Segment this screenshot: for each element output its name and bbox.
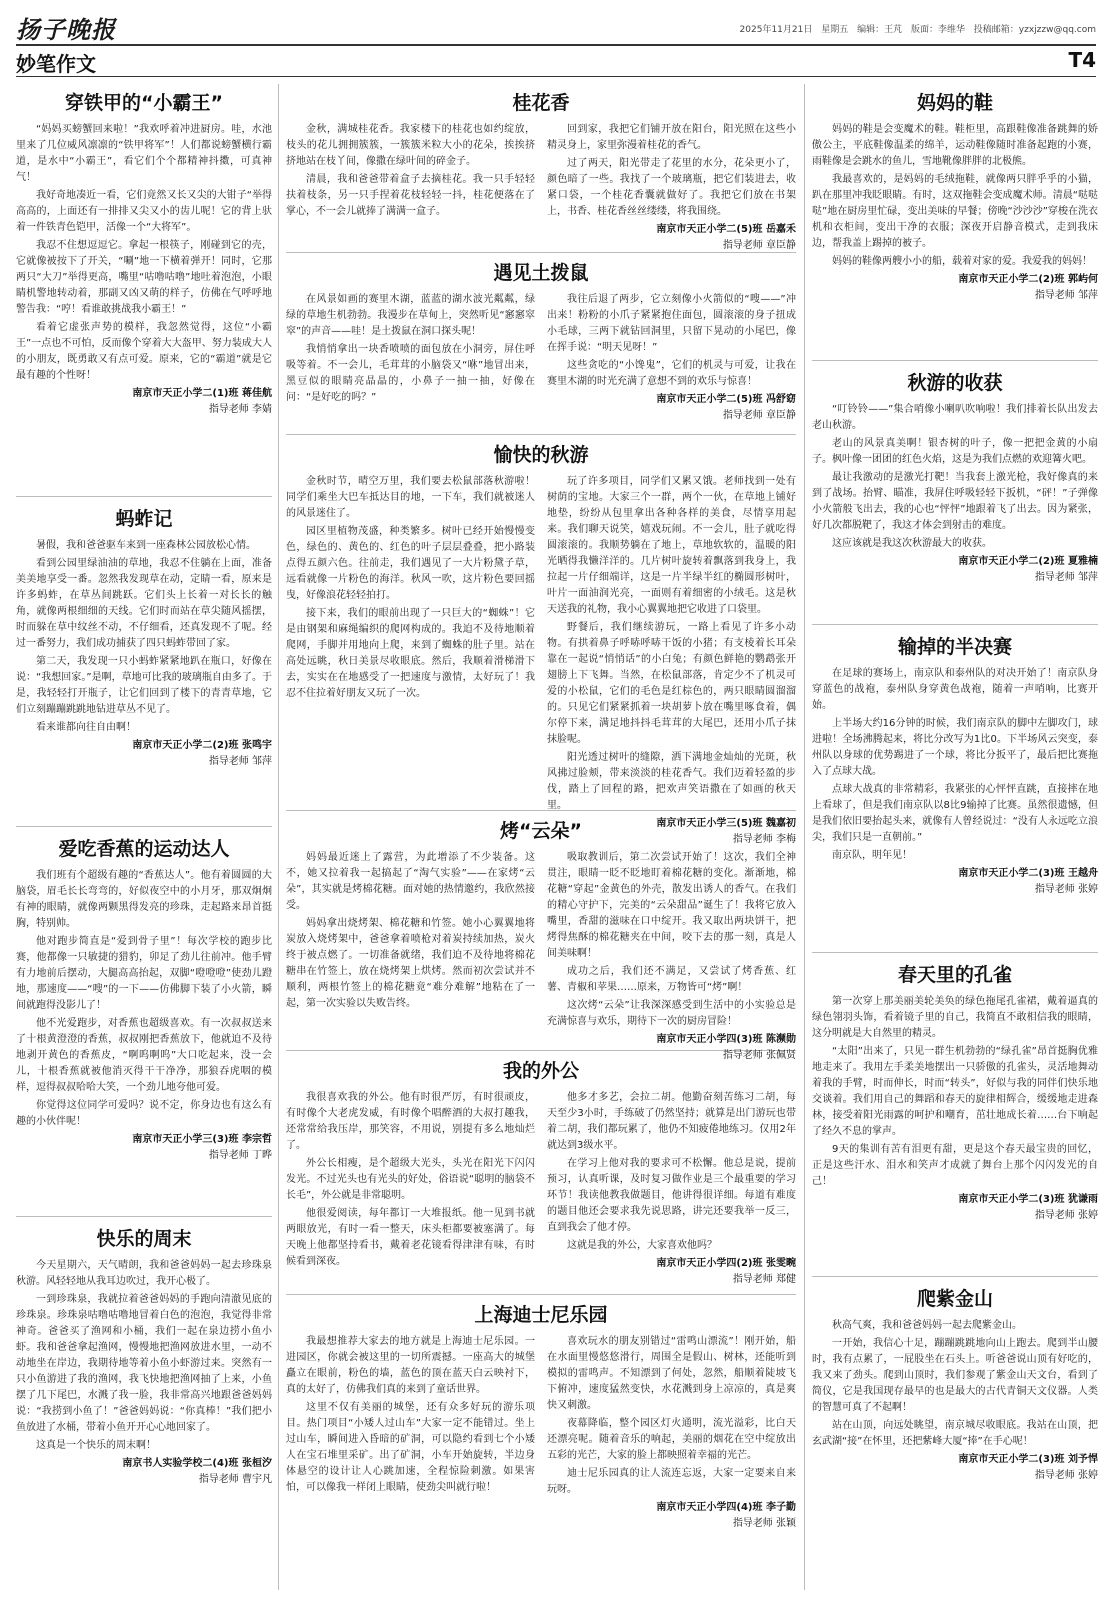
teacher-credit: 指导老师 张颖 bbox=[732, 1518, 796, 1529]
article-title: 春天里的孔雀 bbox=[897, 964, 1012, 986]
article-title: 爱吃香蕉的运动达人 bbox=[58, 838, 230, 860]
paragraph: 我往后退了两步，它立刻像小火箭似的“嗖——”冲出来！粉粉的小爪子紧紧抱住面包，圆滚滚的身子扭成小毛球，三两下就钻回洞里，只留下晃动的小尾巴，像在挥手说：“明天见呀！” bbox=[547, 294, 796, 353]
paragraph: 一到珍珠泉，我就拉着爸爸妈妈的手跑向清澈见底的珍珠泉。珍珠泉咕噜咕噜地冒着白色的泡泡，我觉得非常神奇。爸爸买了渔网和小桶，我们一起在泉边捞小鱼小虾。我和爸爸拿起渔网，慢慢地把渔网放进水里，一动不动地坐在岸边，我期待地等着小鱼小虾游过来。突然有一只小鱼游进了我的渔网，我飞快地把渔网抽了上来，小鱼摆了几下尾巴，水溅了我一脸，我非常高兴地跟爸爸妈妈说：“我捞到小鱼了！”爸爸妈妈说：“你真棒！”我们把小鱼放进了水桶，带着小鱼开开心心地回家了。 bbox=[16, 1294, 272, 1433]
paragraph: 你觉得这位同学可爱吗？说不定，你身边也有这么有趣的小伙伴呢！ bbox=[16, 1100, 272, 1127]
article bbox=[286, 442, 796, 848]
paragraph: 这里不仅有美丽的城堡，还有众多好玩的游乐项目。热门项目“小矮人过山车”大家一定不能错过。坐上过山车，瞬间进入昏暗的矿洞，可以隐约看到七个小矮人在宝石堆里采矿。出了矿洞，小车开始旋转，半边身体悬空的设计让人心跳加速，全程惊险刺激。如果害怕，可以像我一样闭上眼睛，使劲尖叫就行啦！ bbox=[286, 1402, 535, 1493]
author-signature: 南京市天正小学二(2)班 夏雅楠 bbox=[958, 556, 1098, 567]
author-signature: 南京市天正小学三(3)班 李宗哲 bbox=[132, 1134, 272, 1145]
paragraph: 妈妈的鞋像两艘小小的船，载着对家的爱。我爱我的妈妈！ bbox=[832, 256, 1092, 267]
paragraph: 看来谁都向往自由啊！ bbox=[36, 722, 136, 733]
paragraph: 他对跑步简直是“爱到骨子里”！每次学校的跑步比赛，他都像一只敏捷的猎豹，卯足了劲儿往前冲。他手臂有力地前后摆动，大腿高高抬起，双脚“噔噔噔”使劲儿蹬地，那速度——“嗖”的一下——仿佛脚下装了小火箭，瞬间就跑得没影儿了！ bbox=[16, 936, 272, 1011]
paragraph: 夜幕降临，整个园区灯火通明，流光溢彩，比白天还漂亮呢。随着音乐的响起，美丽的烟花在空中绽放出五彩的光芒，大家的脸上都映照着幸福的光芒。 bbox=[547, 1418, 796, 1461]
teacher-credit: 指导老师 章臣静 bbox=[722, 240, 796, 251]
paragraph: 金秋时节，晴空万里，我们要去松鼠部落秋游啦！同学们乘坐大巴车抵达目的地，一下车，我们就被迷人的风景迷住了。 bbox=[286, 476, 535, 519]
paragraph: 这应该就是我这次秋游最大的收获。 bbox=[832, 538, 992, 549]
paragraph: 妈妈拿出烧烤架、棉花糖和竹签。她小心翼翼地将炭放入烧烤架中，爸爸拿着喷枪对着炭持续加热，炭火终于被点燃了。一切准备就绪，我们迫不及待地将棉花糖串在竹签上，放在烧烤架上烘烤。然而初次尝试并不顺利，两根竹签上的棉花糖竟“难分难解”地粘在了一起，第一次实验以失败告终。 bbox=[286, 918, 535, 1009]
paragraph: 今天星期六，天气晴朗，我和爸爸妈妈一起去珍珠泉秋游。风轻轻地从我耳边吹过，我开心极了。 bbox=[16, 1260, 272, 1287]
paragraph: 他不光爱跑步，对香蕉也超级喜欢。有一次叔叔送来了十根黄澄澄的香蕉，叔叔刚把香蕉放下，他就迫不及待地剥开黄色的香蕉皮，“啊呜啊呜”大口吃起来，没一会儿，十根香蕉就被他消灭得干干净净，那狼吞虎咽的模样，逗得叔叔哈哈大笑，一个劲儿地夸他可爱。 bbox=[16, 1018, 272, 1093]
article bbox=[16, 1226, 272, 1488]
teacher-credit: 指导老师 张婷 bbox=[1034, 884, 1098, 895]
article bbox=[812, 370, 1098, 586]
article bbox=[16, 90, 272, 418]
article-title: 烤“云朵” bbox=[500, 820, 582, 842]
paragraph: 看到公园里绿油油的草地，我忍不住躺在上面，准备美美地享受一番。忽然我发现草在动，定睛一看，原来是许多蚂蚱，在草丛间跳跃。它们头上长着一对长长的触角，就像两根细细的天线。它们时而站在草尖随风摇摆，时而躲在草中纹丝不动，不仔细看，还真发现不了呢。经过一番努力，我们成功捕获了四只蚂蚱带回了家。 bbox=[16, 558, 272, 649]
paragraph: 最让我激动的是激光打靶！当我套上激光枪，我好像真的来到了战场。抬臂、瞄准，我屏住呼吸轻轻下扳机，“砰！”子弹像小火箭般飞出去，我的心也“怦怦”地跟着飞了出去。因为紧张，好几次都脱靶了，我这才体会到射击的难度。 bbox=[812, 472, 1098, 531]
author-signature: 南京市天正小学四(3)班 陈濒勋 bbox=[656, 1034, 796, 1045]
article-title: 快乐的周末 bbox=[96, 1228, 192, 1250]
paragraph: 园区里植物茂盛，种类繁多。树叶已经开始慢慢变色，绿色的、黄色的、红色的叶子层层叠叠，把小路装点得五颜六色。往前走，我们遇见了一大片粉黛子草，远看就像一片粉色的海洋。秋风一吹，这片粉色要回摇曳，好像浪花轻轻拍打。 bbox=[286, 526, 535, 601]
teacher-credit: 指导老师 李婧 bbox=[208, 404, 272, 415]
paragraph: 在足球的赛场上，南京队和泰州队的对决开始了！南京队身穿蓝色的战袍，泰州队身穿黄色战袍，随着一声哨响，比赛开始。 bbox=[812, 668, 1098, 711]
paragraph: 第一次穿上那美丽美轮美奂的绿色拖尾孔雀裙，戴着逼真的绿色翎羽头饰，看着镜子里的自己，我简直不敢相信我的眼睛，这分明就是大自然里的精灵。 bbox=[812, 996, 1098, 1039]
paragraph: 老山的风景真美啊！银杏树的叶子，像一把把金黄的小扇子。枫叶像一团团的红色火焰，这是为我们点燃的欢迎篝火吧。 bbox=[812, 438, 1098, 465]
column-divider bbox=[804, 84, 805, 1590]
issue-meta: 2025年11月21日 星期五 编辑：王芃 版面：李维华 投稿邮箱：yzxjzzw@qq.com bbox=[739, 25, 1096, 35]
article bbox=[286, 90, 796, 254]
author-signature: 南京市天正小学二(2)班 张鸣宇 bbox=[132, 740, 272, 751]
paragraph: 野餐后，我们继续游玩，一路上看见了许多小动物。有拱着鼻子呼哧呼哧干饭的小猪；有支棱着长耳朵靠在一起说“悄悄话”的小白兔；有颜色鲜艳的鹦鹉张开翅膀上下飞舞。当然，在松鼠部落，肯定少不了机灵可爱的小松鼠，它们的毛色是红棕色的，两只眼睛圆溜溜的。只见它们紧紧抓着一块胡萝卜放在嘴里啄食着，偶尔停下来，满足地抖抖毛茸茸的大尾巴，还用小爪子抹抹脸呢。 bbox=[547, 622, 796, 745]
article bbox=[812, 962, 1098, 1224]
teacher-credit: 指导老师 邹萍 bbox=[1034, 290, 1098, 301]
section-divider bbox=[16, 496, 272, 497]
paragraph: 站在山顶，向远处眺望，南京城尽收眼底。我站在山顶，把玄武湖“接”在怀里，还把紫峰大厦“捧”在手心呢！ bbox=[812, 1420, 1098, 1447]
paragraph: 成功之后，我们还不满足，又尝试了烤香蕉、红薯、青椒和苹果……原来，万物皆可“烤”啊！ bbox=[547, 966, 796, 993]
paragraph: 外公长相瘦，是个超级大光头，头光在阳光下闪闪发光。不过光头也有光头的好处，俗语说“聪明的脑袋不长毛”，外公就是非常聪明。 bbox=[286, 1158, 535, 1201]
article bbox=[812, 634, 1098, 898]
paragraph: 南京队，明年见！ bbox=[832, 850, 912, 861]
paragraph: 他很爱阅读，每年都订一大堆报纸。他一见到书就两眼放光，有时一看一整天，床头柜都要被塞满了。每天晚上他都坚持看书，戴着老花镜看得津津有味，有时候看到深夜。 bbox=[286, 1208, 535, 1267]
paragraph: “太阳”出来了，只见一群生机勃勃的“绿孔雀”昂首挺胸优雅地走来了。我用左手柔美地摆出一只骄傲的孔雀头，灵活地舞动着我的手臂，时而伸长，时而“转头”，好似与我的同伴们快乐地交谈着。我们用自己的舞蹈和春天的旋律相辉合，缓缓地走进森林，接受着阳光雨露的呵护和嘲育，茁壮地成长着……台下响起了经久不息的掌声。 bbox=[812, 1046, 1098, 1137]
teacher-credit: 指导老师 张佩贤 bbox=[722, 1050, 796, 1061]
paragraph: 阳光透过树叶的缝隙，洒下满地金灿灿的光斑，秋风拂过脸颊，带来淡淡的桂花香气。我们迈着轻盈的步伐，踏上了回程的路，把欢声笑语撒在了如画的秋天里。 bbox=[547, 752, 796, 811]
author-signature: 南京市天正小学二(5)班 冯舒窈 bbox=[656, 394, 796, 405]
article bbox=[16, 836, 272, 1164]
paragraph: 看着它虚张声势的模样，我忽然觉得，这位“小霸王”一点也不可怕，反而像个穿着大大盔甲、努力装成大人的小朋友，既勇敢又有点可爱。原来，它的“霸道”就是它最有趣的个性呀！ bbox=[16, 322, 272, 381]
paragraph: 我们班有个超级有趣的“香蕉达人”。他有着圆圆的大脑袋，眉毛长长弯弯的，好似夜空中的小月牙，那双炯炯有神的眼睛，就像两颗黑得发亮的珍珠，走起路来昂首挺胸，特别帅。 bbox=[16, 870, 272, 929]
paragraph: 我悄悄拿出一块香喷喷的面包放在小洞旁，屏住呼吸等着。不一会儿，毛茸茸的小脑袋又“咻”地冒出来，黑豆似的眼睛亮晶晶的，小鼻子一抽一抽，好像在问：“是好吃的吗？” bbox=[286, 344, 535, 403]
masthead bbox=[16, 10, 1096, 44]
paragraph: 迪士尼乐园真的让人流连忘返，大家一定要来自来玩呀。 bbox=[547, 1468, 796, 1495]
article-title: 遇见土拨鼠 bbox=[493, 262, 589, 284]
author-signature: 南京市天正小学二(1)班 蒋佳航 bbox=[132, 388, 272, 399]
section-divider bbox=[812, 952, 1098, 953]
section-divider bbox=[812, 360, 1098, 361]
paragraph: 金秋，满城桂花香。我家楼下的桂花也如约绽放，枝头的花儿拥拥簇簇，一簇簇米粒大小的花朵，挨挨挤挤地站在枝丫间，像撒在绿叶间的碎金子。 bbox=[286, 124, 535, 167]
author-signature: 南京市天正小学二(2)班 郭屿何 bbox=[958, 274, 1098, 285]
paragraph: 接下来，我们的眼前出现了一只巨大的“蜘蛛”！它是由钢架和麻绳编织的爬网构成的。我迫不及待地顺着爬网，手脚并用地向上爬，来到了蜘蛛的肚子里。站在高处远眺，秋日美景尽收眼底。然后，我顺着滑梯滑下去，实实在在地感受了一把速度与激情，太好玩了！我忍不住拉着好朋友又玩了一次。 bbox=[286, 608, 535, 699]
paragraph: 暑假，我和爸爸驱车来到一座森林公园放松心情。 bbox=[36, 540, 256, 551]
article-title: 愉快的秋游 bbox=[493, 444, 589, 466]
author-signature: 南京市天正小学四(2)班 张雯畹 bbox=[656, 1258, 796, 1269]
article bbox=[286, 260, 796, 424]
teacher-credit: 指导老师 丁晔 bbox=[208, 1150, 272, 1161]
paragraph: 第二天，我发现一只小蚂蚱紧紧地趴在瓶口，好像在说：“我想回家。”是啊，草地可比我的玻璃瓶自由多了。于是，我轻轻打开瓶子，让它们回到了楼下的青青草地，它们立刻蹦蹦跳跳地钻进草丛不见了。 bbox=[16, 656, 272, 715]
article-title: 蚂蚱记 bbox=[115, 508, 173, 530]
article-title: 妈妈的鞋 bbox=[916, 92, 993, 114]
author-signature: 南京市天正小学二(3)班 犹谦雨 bbox=[958, 1194, 1098, 1205]
section-divider bbox=[286, 434, 796, 435]
author-signature: 南京市天正小学二(3)班 王越舟 bbox=[958, 868, 1098, 879]
paragraph: “妈妈买螃蟹回来啦！”我欢呼着冲进厨房。哇，水池里来了几位威风凛凛的“铁甲将军”！人们都说螃蟹横行霸道，是水中“小霸王”，看它们个个都精神抖擞，可真神气！ bbox=[16, 124, 272, 183]
paragraph: 我最想推荐大家去的地方就是上海迪士尼乐园。一进园区，你就会被这里的一切所震撼。一座高大的城堡矗立在眼前，粉色的墙，蓝色的顶在蓝天白云映衬下，真的太好了，仿佛我们真的来到了童话世界。 bbox=[286, 1336, 535, 1395]
paragraph: 在学习上他对我的要求可不松懈。他总是说，提前预习，认真听课，及时复习做作业是三个最重要的学习环节！我读他教我做题目，他讲得很详细。每道有难度的题目他还会要求我先说思路，讲完还要我举一反三，直到我会了他才停。 bbox=[547, 1158, 796, 1233]
teacher-credit: 指导老师 邹萍 bbox=[1034, 572, 1098, 583]
paragraph: 我很喜欢我的外公。他有时很严厉，有时很顽皮，有时像个大老虎发威，有时像个唱醉酒的大叔打趣我，还常常给我压岸，那笑容，不用说，别提有多么地灿烂了。 bbox=[286, 1092, 535, 1151]
section-divider bbox=[286, 1294, 796, 1295]
teacher-credit: 指导老师 邹萍 bbox=[208, 756, 272, 767]
teacher-credit: 指导老师 章臣静 bbox=[722, 410, 796, 421]
paragraph: 他多才多艺，会拉二胡。他勤奋刻苦练习二胡，每天至少3小时，手练破了仍然坚持；就算是出门游玩也带着二胡，我们都玩累了，他仍不知疲倦地练习。仅用2年就达到3级水平。 bbox=[547, 1092, 796, 1151]
paragraph: 喜欢玩水的朋友别错过“雷鸣山漂流”！刚开始，船在水面里慢悠悠滑行，周围全是假山、树林，还能听到模拟的雷鸣声。不知漂到了何处，忽然，船顺着陡坡飞下俯冲，速度猛然变快，水花溅到身上凉凉的，真是爽快又刺激。 bbox=[547, 1336, 796, 1411]
author-signature: 南京市天正小学四(4)班 李子勤 bbox=[656, 1502, 796, 1513]
paragraph: 上半场大约16分钟的时候，我们南京队的脚中左脚攻门，球进啦！全场沸腾起来，将比分改写为1比0。下半场风云突变，泰州队以身球的优势踢进了一个球，将比分扳平了，最后把比赛拖入了点球大战。 bbox=[812, 718, 1098, 777]
paragraph: 妈妈的鞋是会变魔术的鞋。鞋柜里，高跟鞋像准备跳舞的娇傲公主，平底鞋像温柔的绵羊，运动鞋像随时准备起跑的小赛，雨鞋像是会跳水的鱼儿，雪地靴像胖胖的北极熊。 bbox=[812, 124, 1098, 167]
paragraph: 一开始，我信心十足，蹦蹦跳跳地向山上跑去。爬到半山腰时，我有点累了，一屁股坐在石头上。听爸爸说山顶有好吃的，我又来了劲头。爬到山顶时，我们参观了紫金山天文台，看到了简仪，它是我国现存最早的也是最大的古代青铜天文仪器。人类的智慧可真了不起啊！ bbox=[812, 1338, 1098, 1413]
paragraph: 我好奇地凑近一看，它们竟然又长又尖的大钳子“举得高高的，上面还有一排排又尖又小的齿儿呢！它的背上驮着一件铁青色铠甲，活像一个“大将军”。 bbox=[16, 190, 272, 233]
paragraph: 9天的集训有苦有泪更有甜，更是这个春天最宝贵的回忆，正是这些汗水、泪水和笑声才成就了舞台上那个闪闪发光的自己！ bbox=[812, 1144, 1098, 1187]
article-title: 我的外公 bbox=[502, 1060, 579, 1082]
article bbox=[286, 1302, 796, 1532]
teacher-credit: 指导老师 郑健 bbox=[732, 1274, 796, 1285]
teacher-credit: 指导老师 曹宇凡 bbox=[198, 1474, 272, 1485]
paragraph: 回到家，我把它们铺开放在阳台，阳光照在这些小精灵身上，家里弥漫着桂花的香气。 bbox=[547, 124, 796, 151]
article-title: 输掉的半决赛 bbox=[897, 636, 1012, 658]
paragraph: 这就是我的外公，大家喜欢他吗？ bbox=[567, 1240, 717, 1251]
article bbox=[286, 1058, 796, 1288]
section-divider bbox=[16, 1216, 272, 1217]
article bbox=[286, 818, 796, 1064]
paragraph: 我最喜欢的，是妈妈的毛绒拖鞋，就像两只胖乎乎的小猫，趴在那里冲我眨眼睛。有时，这双拖鞋会变成魔术师。清晨“哒哒哒”地在厨房里忙碌，变出美味的早餐；傍晚“沙沙沙”穿梭在洗衣机和衣柜间，变出干净的衣服；深夜开启静音模式，走到我床边，帮我盖上踢掉的被子。 bbox=[812, 174, 1098, 249]
article bbox=[812, 1286, 1098, 1484]
paragraph: 点球大战真的非常精彩，我紧张的心怦怦直跳，直接摔在地上看球了，但是我们南京队以8比9输掉了比赛。虽然很遗憾，但是我们依旧要抬起头来，就像有人曾经说过：“没有人永远吃立浪尖，我们只是一直朝前。” bbox=[812, 784, 1098, 843]
article-title: 秋游的收获 bbox=[907, 372, 1003, 394]
paragraph: 秋高气爽，我和爸爸妈妈一起去爬紫金山。 bbox=[832, 1320, 1022, 1331]
article-title: 桂花香 bbox=[512, 92, 570, 114]
teacher-credit: 指导老师 张婷 bbox=[1034, 1470, 1098, 1481]
author-signature: 南京市天正小学二(5)班 岳嘉禾 bbox=[656, 224, 796, 235]
section-divider bbox=[812, 1276, 1098, 1277]
article bbox=[812, 90, 1098, 304]
article-title: 上海迪士尼乐园 bbox=[474, 1304, 608, 1326]
paragraph: 这真是一个快乐的周末啊！ bbox=[36, 1440, 156, 1451]
paragraph: 这些贪吃的“小馋鬼”，它们的机灵与可爱，让我在赛里木湖的时光充满了意想不到的欢乐与惊喜！ bbox=[547, 360, 796, 387]
paragraph: 玩了许多项目，同学们又累又饿。老师找到一处有树荫的宝地。大家三个一群，两个一伙，在草地上铺好地垫，纷纷从包里拿出各种各样的美食，尽情享用起来。我们聊天说笑，嬉戏玩闹。不一会儿，肚子就吃得圆滚滚的。我顺势躺在了地上，草地软软的，温暖的阳光晒得我懒洋洋的。几片树叶旋转着飘落到我身上，我拉起一片仔细端详，这是一片半绿半红的椭圆形树叶，叶片一面油润光亮，一面则有着细密的小绒毛。这是秋天送我的礼物，我小心翼翼地把它收进了口袋里。 bbox=[547, 476, 796, 615]
paragraph: 清晨，我和爸爸带着盒子去摘桂花。我一只手轻轻扶着枝条，另一只手捏着花枝轻轻一抖，桂花便落在了掌心，不一会儿就捧了满满一盒子。 bbox=[286, 174, 535, 217]
author-signature: 南京书人实验学校二(4)班 张桓汐 bbox=[122, 1458, 272, 1469]
author-signature: 南京市天正小学三(5)班 魏嘉初 bbox=[656, 818, 796, 829]
newspaper-logo: 扬子晚报 bbox=[16, 15, 116, 44]
teacher-credit: 指导老师 张婷 bbox=[1034, 1210, 1098, 1221]
section-divider bbox=[812, 624, 1098, 625]
author-signature: 南京市天正小学二(3)班 刘予悍 bbox=[958, 1454, 1098, 1465]
article-title: 穿铁甲的“小霸王” bbox=[65, 92, 223, 114]
article-title: 爬紫金山 bbox=[916, 1288, 993, 1310]
paragraph: 在风景如画的赛里木湖，蓝蓝的湖水波光粼粼，绿绿的草地生机勃勃。我漫步在草甸上，突然听见“窸窸窣窣”的声音——哇！是土拨鼠在洞口探头呢！ bbox=[286, 294, 535, 337]
paragraph: 我忍不住想逗逗它。拿起一根筷子，刚碰到它的壳，它就像被按下了开关，“唰”地一下横着弹开！同时，它那两只“大刀”举得更高，嘴里“咕噜咕噜”地吐着泡泡，小眼睛机警地转动着，那副又凶又萌的样子，仿佛在气呼呼地警告我：“哼！看谁敢挑战我小霸王！” bbox=[16, 240, 272, 315]
paragraph: 妈妈最近迷上了露营，为此增添了不少装备。这不，她又拉着我一起搞起了“淘气实验”——在家烤“云朵”，其实就是烤棉花糖。面对她的热情邀约，我欣然接受。 bbox=[286, 852, 535, 911]
column-divider bbox=[278, 84, 279, 1590]
section-bar bbox=[16, 44, 1096, 77]
paragraph: 这次烤“云朵”让我深深感受到生活中的小实验总是充满惊喜与欢乐，期待下一次的厨房冒险！ bbox=[547, 1000, 796, 1027]
article bbox=[16, 506, 272, 770]
teacher-credit: 指导老师 李梅 bbox=[732, 834, 796, 845]
paragraph: “叮铃铃——”集合哨像小喇叭吹响啦！我们排着长队出发去老山秋游。 bbox=[812, 404, 1098, 431]
section-title: 妙笔作文 bbox=[16, 52, 96, 76]
paragraph: 过了两天，阳光带走了花里的水分，花朵更小了，颜色暗了一些。我找了一个玻璃瓶，把它们装进去，收紧口袋，一个桂花香囊就做好了。我把它们放在书架上，书香、桂花香丝丝缕缕，将我围绕。 bbox=[547, 158, 796, 217]
section-divider bbox=[16, 826, 272, 827]
paragraph: 吸取教训后，第二次尝试开始了！这次，我们全神贯注，眼睛一眨不眨地盯着棉花糖的变化。渐渐地，棉花糖“穿起”金黄色的外壳，散发出诱人的香气。在我们的精心守护下，完美的“云朵甜品”诞生了！我将它放入嘴里，香甜的滋味在口中绽开。我又取出两块饼干，把烤得焦酥的棉花糖夹在中间，咬下去的那一刻，真是人间美味啊！ bbox=[547, 852, 796, 959]
page-number: T4 bbox=[1068, 48, 1096, 72]
